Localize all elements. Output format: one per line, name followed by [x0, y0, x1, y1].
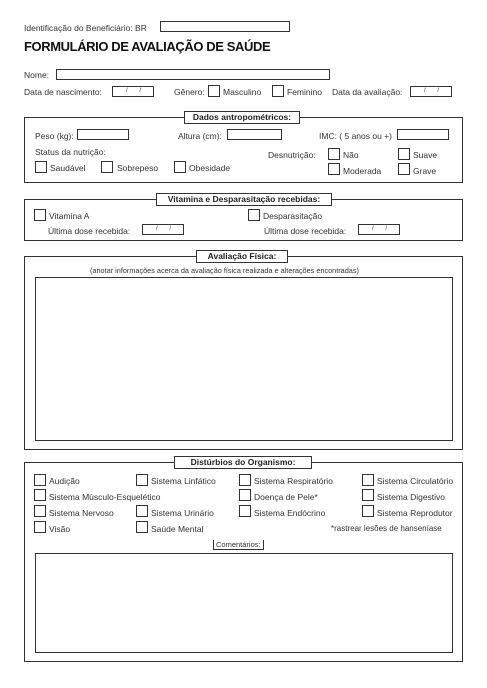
beneficiary-id-field[interactable] — [160, 21, 290, 32]
birth-date-field[interactable]: / / — [112, 86, 154, 97]
overweight-label: Sobrepeso — [117, 163, 159, 173]
disorder-checkbox-lymphatic[interactable] — [136, 474, 148, 486]
disorder-checkbox-nervous[interactable] — [34, 505, 46, 517]
malnutrition-no-label: Não — [343, 150, 359, 160]
eval-date-field[interactable]: / / — [410, 86, 452, 97]
deworming-label: Desparasitação — [263, 211, 323, 221]
disorder-label-hearing: Audição — [49, 476, 80, 486]
obesity-checkbox[interactable] — [174, 161, 186, 173]
disorder-checkbox-digestive[interactable] — [362, 489, 374, 501]
weight-label: Peso (kg): — [35, 131, 74, 141]
disorder-checkbox-vision[interactable] — [34, 521, 46, 533]
deworming-checkbox[interactable] — [248, 209, 260, 221]
deworming-last-dose-label: Última dose recebida: — [264, 226, 347, 236]
disorder-label-skin: Doença de Pele* — [254, 492, 318, 502]
disorder-label-musculoskeletal: Sistema Músculo-Esquelético — [49, 492, 161, 502]
disorder-checkbox-mental-health[interactable] — [136, 521, 148, 533]
overweight-checkbox[interactable] — [101, 161, 113, 173]
bmi-label: IMC: ( 5 anos ou +) — [319, 131, 392, 141]
disorder-label-respiratory: Sistema Respiratório — [254, 476, 333, 486]
disorder-label-lymphatic: Sistema Linfático — [151, 476, 216, 486]
healthy-label: Saudável — [50, 163, 86, 173]
comments-label: Comentários: — [213, 540, 264, 550]
malnutrition-label: Desnutrição: — [268, 150, 316, 160]
nutrition-label: Status da nutrição: — [35, 147, 106, 157]
name-field[interactable] — [56, 69, 330, 80]
deworming-last-dose-field[interactable]: / / — [358, 224, 400, 235]
male-checkbox[interactable] — [208, 85, 220, 97]
physical-title: Avaliação Física: — [196, 250, 288, 263]
vitamin-a-label: Vitamina A — [49, 211, 90, 221]
disorder-label-vision: Visão — [49, 524, 71, 534]
disorder-label-endocrine: Sistema Endócrino — [254, 508, 326, 518]
comments-area[interactable] — [35, 553, 453, 653]
malnutrition-severe-checkbox[interactable] — [398, 163, 410, 175]
malnutrition-no-checkbox[interactable] — [328, 148, 340, 160]
vitamin-last-dose-field[interactable]: / / — [142, 224, 184, 235]
page-title: FORMULÁRIO DE AVALIAÇÃO DE SAÚDE — [24, 39, 271, 54]
disorder-label-mental-health: Saúde Mental — [151, 524, 204, 534]
physical-notes-area[interactable] — [35, 277, 453, 441]
disorder-checkbox-endocrine[interactable] — [239, 505, 251, 517]
female-label: Feminino — [287, 87, 322, 97]
obesity-label: Obesidade — [189, 163, 231, 173]
malnutrition-mild-checkbox[interactable] — [398, 148, 410, 160]
malnutrition-moderate-label: Moderada — [343, 166, 382, 176]
disorder-label-reproductive: Sistema Reprodutor — [377, 508, 453, 518]
gender-label: Gênero: — [174, 87, 205, 97]
bmi-field[interactable] — [397, 129, 449, 140]
physical-note: (anotar informações acerca da avaliação física realizada e alterações encontradas) — [90, 266, 359, 275]
height-field[interactable] — [227, 129, 282, 140]
beneficiary-label: Identificação do Beneficiário: BR — [24, 23, 147, 33]
disorder-checkbox-hearing[interactable] — [34, 474, 46, 486]
healthy-checkbox[interactable] — [35, 161, 47, 173]
female-checkbox[interactable] — [272, 85, 284, 97]
disorder-checkbox-musculoskeletal[interactable] — [34, 489, 46, 501]
disorder-checkbox-respiratory[interactable] — [239, 474, 251, 486]
disorder-label-circulatory: Sistema Circulatório — [377, 476, 454, 486]
disorder-label-digestive: Sistema Digestivo — [377, 492, 446, 502]
disorders-title: Distúrbios do Organismo: — [174, 456, 312, 469]
weight-field[interactable] — [77, 129, 129, 140]
vitamin-last-dose-label: Última dose recebida: — [48, 226, 131, 236]
anthro-title: Dados antropométricos: — [184, 111, 300, 124]
malnutrition-moderate-checkbox[interactable] — [328, 163, 340, 175]
eval-date-label: Data da avaliação: — [332, 87, 403, 97]
disorder-checkbox-circulatory[interactable] — [362, 474, 374, 486]
disorder-checkbox-urinary[interactable] — [136, 505, 148, 517]
height-label: Altura (cm): — [178, 131, 222, 141]
disorder-checkbox-skin[interactable] — [239, 489, 251, 501]
disorder-label-nervous: Sistema Nervoso — [49, 508, 114, 518]
leprosy-footnote: *rastrear lesões de hanseníase — [331, 524, 442, 533]
malnutrition-severe-label: Grave — [413, 166, 437, 176]
disorder-label-urinary: Sistema Urinário — [151, 508, 214, 518]
malnutrition-mild-label: Suave — [413, 150, 438, 160]
name-label: Nome: — [24, 70, 50, 80]
vitamin-title: Vitamina e Desparasitação recebidas: — [156, 193, 332, 206]
disorder-checkbox-reproductive[interactable] — [362, 505, 374, 517]
vitamin-a-checkbox[interactable] — [34, 209, 46, 221]
birth-date-label: Data de nascimento: — [24, 87, 102, 97]
male-label: Masculino — [223, 87, 262, 97]
